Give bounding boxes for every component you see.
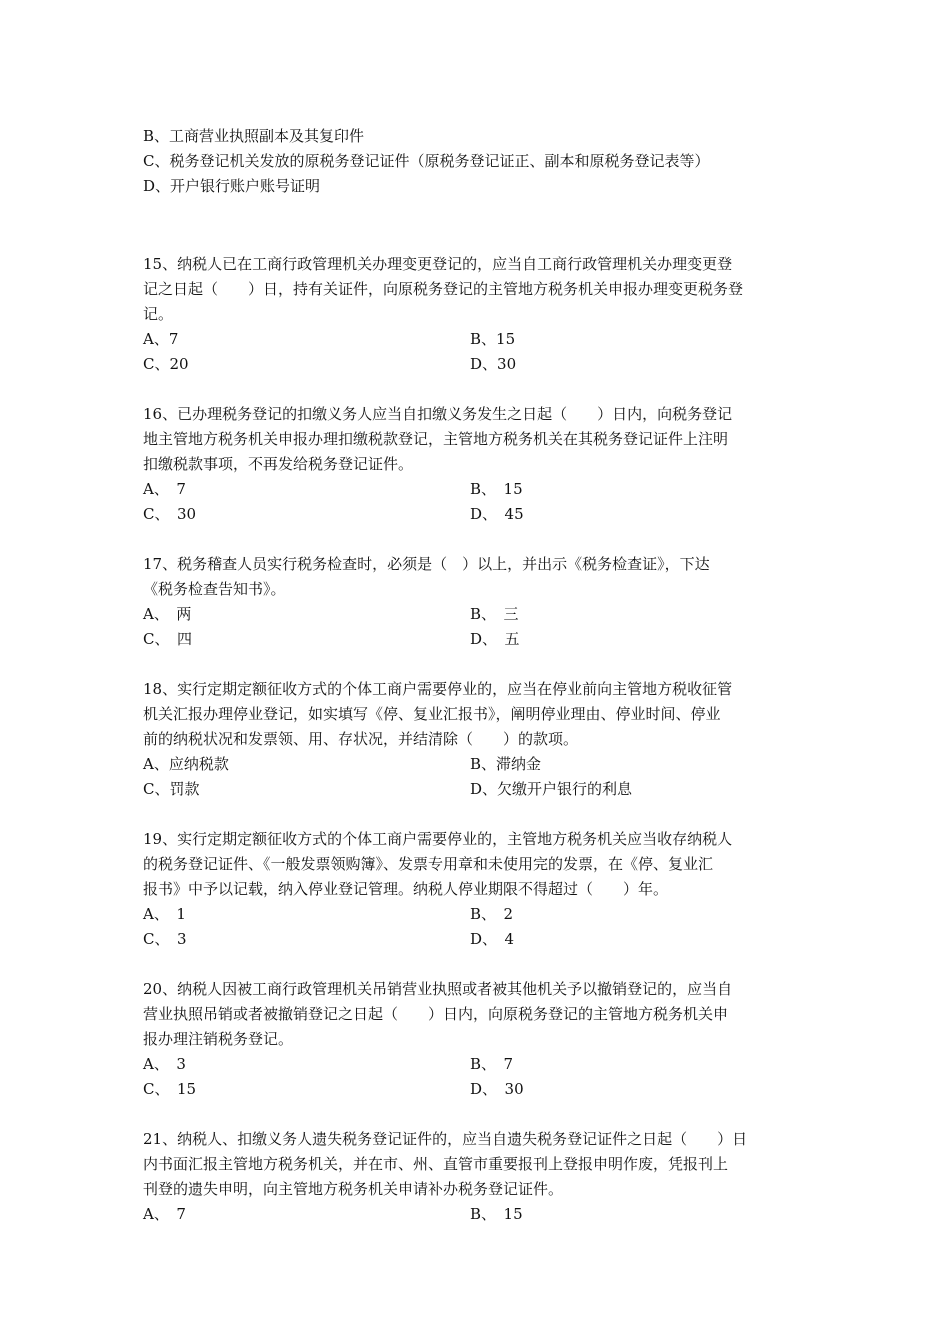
answer-option-d: D、 45 [470,505,524,523]
answer-options [143,477,815,527]
answer-options [143,752,815,802]
lead-options [143,124,815,199]
question-stem-line: 的税务登记证件、《一般发票领购簿》、发票专用章和未使用完的发票，在《停、复业汇 [143,855,714,873]
answer-option-b: B、 三 [470,605,519,623]
question-17 [143,552,815,652]
answer-option-d: D、 30 [470,1080,524,1098]
question-stem-line: 扣缴税款事项，不再发给税务登记证件。 [143,455,414,473]
question-stem-line: 记。 [143,305,174,323]
answer-option-a: A、 1 [143,905,186,923]
question-stem-line: 记之日起（ ）日，持有关证件，向原税务登记的主管地方税务机关申报办理变更税务登 [143,280,744,298]
question-stem-line: 19、实行定期定额征收方式的个体工商户需要停业的，主管地方税务机关应当收存纳税人 [143,830,733,848]
lead-option: C、税务登记机关发放的原税务登记证件（原税务登记证正、副本和原税务登记表等） [143,152,710,170]
question-stem-line: 《税务检查告知书》。 [143,580,286,598]
answer-option-b: B、15 [470,330,516,348]
document-page [143,124,815,1227]
answer-option-d: D、 五 [470,630,520,648]
answer-option-b: B、 2 [470,905,514,923]
answer-option-b: B、滞纳金 [470,755,542,773]
question-stem-line: 内书面汇报主管地方税务机关，并在市、州、直管市重要报刊上登报申明作废，凭报刊上 [143,1155,729,1173]
question-stem-line: 15、纳税人已在工商行政管理机关办理变更登记的，应当自工商行政管理机关办理变更登 [143,255,733,273]
question-stem-line: 报办理注销税务登记。 [143,1030,294,1048]
answer-option-d: D、欠缴开户银行的利息 [470,780,633,798]
question-15 [143,252,815,377]
lead-option: B、工商营业执照副本及其复印件 [143,127,365,145]
answer-option-a: A、 7 [143,1205,186,1223]
answer-option-c: C、罚款 [143,780,200,798]
answer-option-a: A、应纳税款 [143,755,229,773]
question-stem-line: 20、纳税人因被工商行政管理机关吊销营业执照或者被其他机关予以撤销登记的，应当自 [143,980,733,998]
question-19 [143,827,815,952]
answer-option-b: B、 15 [470,1205,523,1223]
answer-option-d: D、 4 [470,930,515,948]
answer-options [143,902,815,952]
answer-option-a: A、 7 [143,480,186,498]
lead-option: D、开户银行账户账号证明 [143,177,321,195]
answer-option-a: A、 两 [143,605,192,623]
answer-options [143,1052,815,1102]
answer-option-c: C、 15 [143,1080,197,1098]
question-stem-line: 16、已办理税务登记的扣缴义务人应当自扣缴义务发生之日起（ ）日内，向税务登记 [143,405,733,423]
question-stem-line: 机关汇报办理停业登记，如实填写《停、复业汇报书》，阐明停业理由、停业时间、停业 [143,705,721,723]
question-stem-line: 营业执照吊销或者被撤销登记之日起（ ）日内，向原税务登记的主管地方税务机关申 [143,1005,729,1023]
question-stem-line: 17、税务稽查人员实行税务检查时，必须是（ ）以上，并出示《税务检查证》，下达 [143,555,710,573]
question-stem-line: 18、实行定期定额征收方式的个体工商户需要停业的，应当在停业前向主管地方税收征管 [143,680,733,698]
question-stem-line: 报书》中予以记载，纳入停业登记管理。纳税人停业期限不得超过（ ）年。 [143,880,669,898]
answer-option-b: B、 15 [470,480,523,498]
answer-options [143,602,815,652]
answer-options [143,327,815,377]
question-stem-line: 地主管地方税务机关申报办理扣缴税款登记，主管地方税务机关在其税务登记证件上注明 [143,430,729,448]
question-stem-line: 21、纳税人、扣缴义务人遗失税务登记证件的，应当自遗失税务登记证件之日起（ ）日 [143,1130,748,1148]
answer-option-c: C、 四 [143,630,192,648]
question-stem-line: 前的纳税状况和发票领、用、存状况，并结清除（ ）的款项。 [143,730,579,748]
question-18 [143,677,815,802]
answer-options [143,1202,815,1227]
answer-option-a: A、 3 [143,1055,186,1073]
answer-option-d: D、30 [470,355,517,373]
question-stem-line: 刊登的遗失申明，向主管地方税务机关申请补办税务登记证件。 [143,1180,564,1198]
question-20 [143,977,815,1102]
answer-option-c: C、 30 [143,505,197,523]
answer-option-b: B、 7 [470,1055,514,1073]
question-16 [143,402,815,527]
question-21 [143,1127,815,1227]
answer-option-a: A、7 [143,330,179,348]
answer-option-c: C、 3 [143,930,187,948]
answer-option-c: C、20 [143,355,189,373]
